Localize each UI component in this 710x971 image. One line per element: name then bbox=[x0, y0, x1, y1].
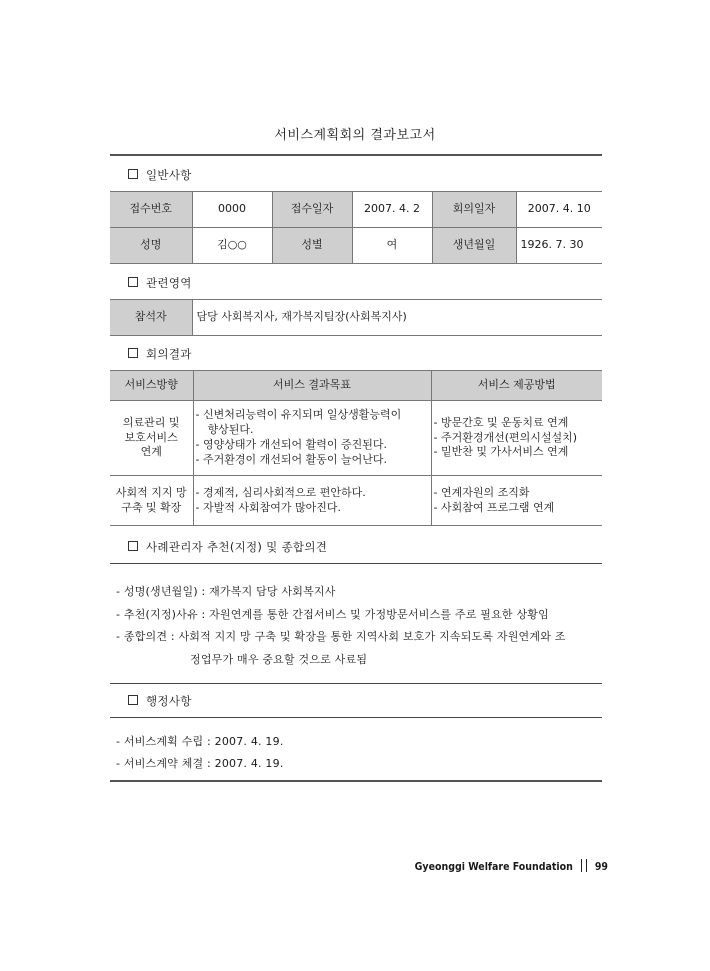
birth-label: 생년월일 bbox=[432, 228, 516, 264]
attendee-label: 참석자 bbox=[110, 300, 192, 336]
sex-label: 성별 bbox=[272, 228, 352, 264]
receipt-date-value: 2007. 4. 2 bbox=[352, 192, 432, 228]
checkbox-icon bbox=[128, 695, 138, 705]
opinion-line-summary-cont: 정업무가 매우 중요할 것으로 사료됨 bbox=[190, 653, 368, 666]
receipt-date-label: 접수일자 bbox=[272, 192, 352, 228]
header-methods: 서비스 제공방법 bbox=[431, 371, 602, 401]
row1-direction: 의료관리 및 보호서비스 연계 bbox=[110, 401, 193, 476]
header-direction: 서비스방향 bbox=[110, 371, 193, 401]
separator-icon bbox=[581, 859, 587, 872]
meeting-result-table bbox=[110, 370, 602, 526]
page-number: 99 bbox=[594, 861, 608, 873]
divider bbox=[110, 780, 602, 782]
receipt-no-label: 접수번호 bbox=[110, 192, 192, 228]
checkbox-icon bbox=[128, 277, 138, 287]
opinion-line-name: - 성명(생년월일) : 재가복지 담당 사회복지사 bbox=[116, 585, 336, 598]
birth-value: 1926. 7. 30 bbox=[516, 228, 602, 264]
row2-direction: 사회적 지지 망 구축 및 확장 bbox=[110, 476, 193, 526]
related-area-table bbox=[110, 299, 602, 336]
divider bbox=[110, 717, 602, 718]
divider bbox=[110, 154, 602, 156]
name-label: 성명 bbox=[110, 228, 192, 264]
sex-value: 여 bbox=[352, 228, 432, 264]
footer-org: Gyeonggi Welfare Foundation bbox=[414, 861, 573, 873]
checkbox-icon bbox=[128, 348, 138, 358]
section-heading-general: 일반사항 bbox=[128, 167, 192, 183]
receipt-no-value: 0000 bbox=[192, 192, 272, 228]
attendee-value: 담당 사회복지사, 재가복지팀장(사회복지사) bbox=[192, 300, 602, 336]
section-heading-related: 관련영역 bbox=[128, 275, 192, 291]
checkbox-icon bbox=[128, 541, 138, 551]
row2-goals: - 경제적, 심리사회적으로 편안하다. - 자발적 사회참여가 많아진다. bbox=[193, 476, 431, 526]
document-title: 서비스계획회의 결과보고서 bbox=[274, 128, 436, 143]
section-heading-result: 회의결과 bbox=[128, 346, 192, 362]
opinion-line-reason: - 추천(지정)사유 : 자원연계를 통한 간접서비스 및 가정방문서비스를 주로 필요한 상황임 bbox=[116, 608, 549, 621]
general-info-table bbox=[110, 191, 602, 264]
admin-line-plan: - 서비스계획 수립 : 2007. 4. 19. bbox=[116, 735, 284, 748]
header-goals: 서비스 결과목표 bbox=[193, 371, 431, 401]
row1-goals: - 신변처리능력이 유지되며 일상생활능력이 향상된다. - 영양상태가 개선되어 활력이 증진된다. - 주거환경이 개선되어 활동이 늘어난다. bbox=[193, 401, 431, 476]
divider bbox=[110, 563, 602, 564]
page-footer bbox=[415, 859, 608, 873]
meeting-date-label: 회의일자 bbox=[432, 192, 516, 228]
row1-methods: - 방문간호 및 운동치료 연계 - 주거환경개선(편의시설설치) - 밑반찬 및 가사서비스 연계 bbox=[431, 401, 602, 476]
section-heading-admin: 행정사항 bbox=[128, 693, 192, 709]
divider bbox=[110, 683, 602, 684]
meeting-date-value: 2007. 4. 10 bbox=[516, 192, 602, 228]
admin-line-contract: - 서비스계약 체결 : 2007. 4. 19. bbox=[116, 757, 284, 770]
row2-methods: - 연계자원의 조직화 - 사회참여 프로그램 연계 bbox=[431, 476, 602, 526]
checkbox-icon bbox=[128, 169, 138, 179]
section-heading-opinion: 사례관리자 추천(지정) 및 종합의견 bbox=[128, 539, 327, 555]
name-value: 김○○ bbox=[192, 228, 272, 264]
opinion-line-summary: - 종합의견 : 사회적 지지 망 구축 및 확장을 통한 지역사회 보호가 지속되도록 자원연계와 조 bbox=[116, 630, 566, 643]
